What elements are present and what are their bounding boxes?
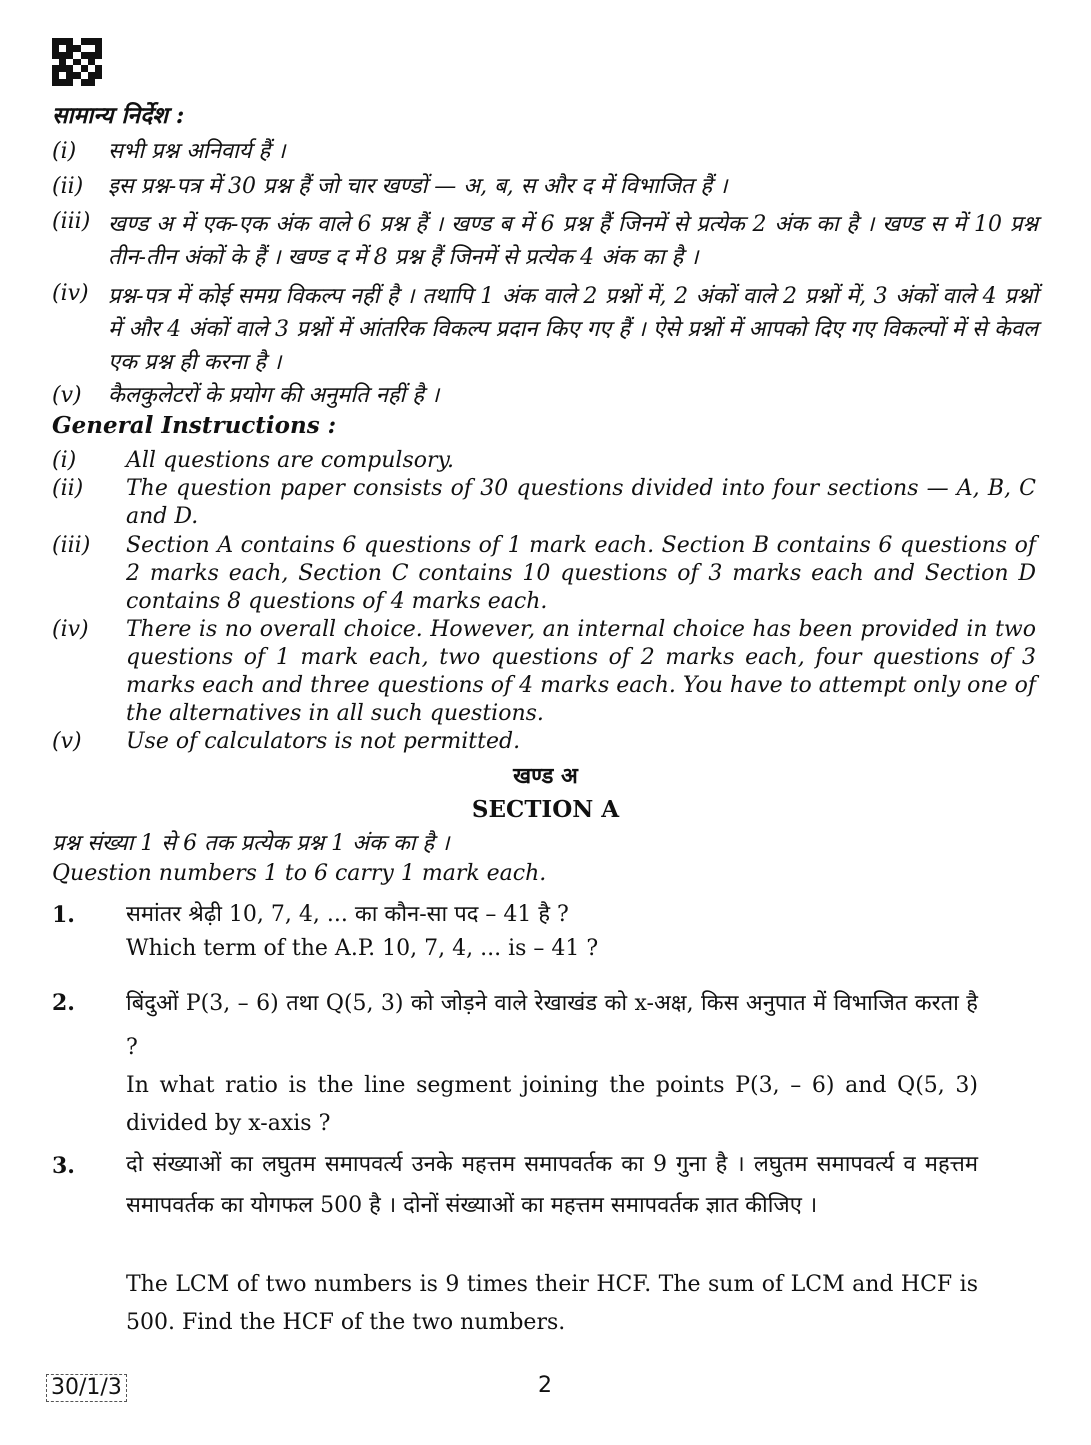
instruction-text: Section A contains 6 questions of 1 mark each. Section B contains 6 questions of 2 marks each, Section C contains 10 questions of 3 marks each and Section D contains 8 questions of 4 marks each. bbox=[126, 533, 1036, 614]
instruction-number: (ii) bbox=[52, 476, 84, 501]
section-english-title: SECTION A bbox=[471, 796, 620, 823]
instruction-number: (iv) bbox=[52, 617, 89, 642]
hindi-item-text: इस प्रश्न-पत्र में 30 प्रश्न हैं जो चार खण्डों — अ, ब, स और द में विभाजित हैं । bbox=[108, 174, 728, 199]
section-hindi-note: प्रश्न संख्या 1 से 6 तक प्रत्येक प्रश्न 1 अंक का है । bbox=[52, 831, 450, 856]
page-number: 2 bbox=[538, 1373, 552, 1398]
hindi-item-number: (iii) bbox=[52, 209, 91, 234]
section-hindi-title: खण्ड अ bbox=[513, 763, 578, 789]
hindi-item-number: (i) bbox=[52, 139, 77, 164]
question-number: 1. bbox=[52, 902, 75, 928]
instruction-number: (iii) bbox=[52, 533, 91, 558]
qr-code bbox=[52, 38, 102, 86]
question-hindi-text: बिंदुओं P(3, – 6) तथा Q(5, 3) को जोड़ने वाले रेखाखंड को x-अक्ष, किस अनुपात में विभाजित करता है ? bbox=[126, 991, 978, 1060]
question-english-text: In what ratio is the line segment joining the points P(3, – 6) and Q(5, 3) divided by x-axis ? bbox=[126, 1073, 978, 1136]
instruction-number: (v) bbox=[52, 729, 82, 754]
instruction-text: There is no overall choice. However, an internal choice has been provided in two questions of 1 mark each, two questions of 2 marks each, four questions of 3 marks each and three questions of 4 marks each. You have to attempt only one of the alternatives in all such questions. bbox=[126, 617, 1036, 726]
hindi-item-text: कैलकुलेटरों के प्रयोग की अनुमति नहीं है । bbox=[108, 383, 440, 408]
hindi-item-text: प्रश्न-पत्र में कोई समग्र विकल्प नहीं है । तथापि 1 अंक वाले 2 प्रश्नों में, 2 अंकों वाले 2 प्रश्नों में, 3 अंकों वाले 4 प्रश्नों में और 4 अंकों वाले 3 प्रश्नों में आंतरिक विकल्प प्रदान किए गए हैं । ऐसे प्रश्नों में आपको दिए गए विकल्पों में से केवल एक प्रश्न ही करना है । bbox=[108, 284, 1038, 375]
instruction-number: (i) bbox=[52, 448, 77, 473]
question-hindi-text: दो संख्याओं का लघुतम समापवर्त्य उनके महत्तम समापवर्तक का 9 गुना है । लघुतम समापवर्त्य व महत्तम समापवर्तक का योगफल 500 है । दोनों संख्याओं का महत्तम समापवर्तक ज्ञात कीजिए । bbox=[126, 1152, 978, 1218]
hindi-item-number: (ii) bbox=[52, 174, 84, 199]
section-english-note: Question numbers 1 to 6 carry 1 mark each. bbox=[52, 861, 547, 886]
hindi-instructions-heading: सामान्य निर्देश : bbox=[52, 102, 185, 129]
instruction-text: All questions are compulsory. bbox=[126, 448, 455, 473]
general-instructions-heading: General Instructions : bbox=[52, 412, 337, 439]
hindi-item-text: खण्ड अ में एक-एक अंक वाले 6 प्रश्न हैं । खण्ड ब में 6 प्रश्न हैं जिनमें से प्रत्येक 2 अंक का है । खण्ड स में 10 प्रश्न तीन-तीन अंकों के हैं । खण्ड द में 8 प्रश्न हैं जिनमें से प्रत्येक 4 अंक का है । bbox=[108, 212, 1038, 270]
hindi-item-text: सभी प्रश्न अनिवार्य हैं । bbox=[108, 139, 286, 164]
hindi-item-number: (v) bbox=[52, 383, 82, 408]
question-number: 2. bbox=[52, 990, 75, 1016]
question-english-text: The LCM of two numbers is 9 times their HCF. The sum of LCM and HCF is 500. Find the HCF of the two numbers. bbox=[126, 1272, 978, 1335]
question-hindi-text: समांतर श्रेढ़ी 10, 7, 4, ... का कौन-सा पद – 41 है ? bbox=[126, 902, 569, 927]
paper-code: 30/1/3 bbox=[46, 1374, 127, 1402]
hindi-item-number: (iv) bbox=[52, 281, 89, 306]
question-number: 3. bbox=[52, 1153, 75, 1179]
instruction-text: Use of calculators is not permitted. bbox=[126, 729, 521, 754]
instruction-text: The question paper consists of 30 questions divided into four sections — A, B, C and D. bbox=[126, 476, 1036, 529]
question-english-text: Which term of the A.P. 10, 7, 4, ... is – 41 ? bbox=[126, 936, 599, 961]
